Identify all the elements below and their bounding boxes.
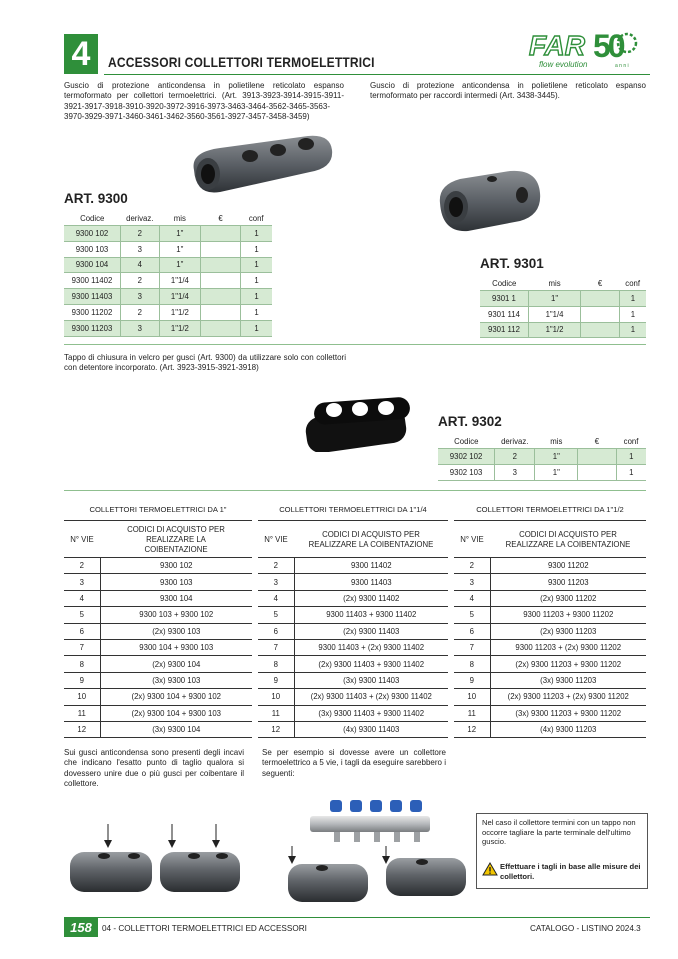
table-row bbox=[258, 639, 448, 655]
cell-codes: 9300 11402 bbox=[294, 558, 448, 574]
example-text: Se per esempio si dovesse avere un collettore termoelettrico a 5 vie, i tagli da eseguire sarebbero i seguenti: bbox=[262, 748, 446, 778]
cell-codes: (2x) 9300 11403 bbox=[294, 623, 448, 639]
cell-conf: 1 bbox=[240, 289, 272, 305]
cell-vie: 4 bbox=[454, 590, 490, 606]
col-price: € bbox=[597, 278, 603, 288]
table-row bbox=[64, 320, 272, 336]
vie-rule bbox=[454, 520, 646, 521]
table-row bbox=[64, 241, 272, 257]
cell-codes: (2x) 9300 11402 bbox=[294, 590, 448, 606]
cell-codice: 9300 11402 bbox=[64, 273, 120, 289]
cell-codes: (2x) 9300 11203 + 9300 11202 bbox=[490, 656, 646, 672]
far-logo bbox=[527, 25, 647, 75]
table-row bbox=[454, 656, 646, 672]
cell-mis: 1" bbox=[159, 257, 201, 273]
vie-table-2 bbox=[258, 523, 448, 738]
cell-codes: (2x) 9300 11403 + (2x) 9300 11402 bbox=[294, 689, 448, 705]
table-row bbox=[64, 721, 252, 737]
col-codici: CODICI DI ACQUISTO PER REALIZZARE LA COIBENTAZIONE bbox=[490, 523, 646, 558]
cell-price bbox=[201, 226, 241, 242]
table-row bbox=[258, 590, 448, 606]
cell-vie: 8 bbox=[64, 656, 100, 672]
cell-derivaz: 2 bbox=[120, 226, 159, 242]
cell-conf: 1 bbox=[240, 257, 272, 273]
page-title: ACCESSORI COLLETTORI TERMOELETTRICI bbox=[108, 54, 375, 70]
cell-codice: 9300 102 bbox=[64, 226, 120, 242]
cell-codice: 9300 11202 bbox=[64, 304, 120, 320]
cell-price bbox=[581, 306, 620, 322]
table-row bbox=[258, 558, 448, 574]
cell-price bbox=[201, 289, 241, 305]
table-row bbox=[454, 607, 646, 623]
table-row bbox=[64, 289, 272, 305]
cell-codes: (3x) 9300 11403 + 9300 11402 bbox=[294, 705, 448, 721]
tappo-text: Tappo di chiusura in velcro per gusci (Art. 9300) da utilizzare solo con collettori con detentore incorporato. (Art. 3923-3915-3921-3918) bbox=[64, 353, 346, 373]
vie-table-1 bbox=[64, 523, 252, 738]
cell-codes: 9300 11403 bbox=[294, 574, 448, 590]
cell-codice: 9302 103 bbox=[438, 464, 495, 480]
cell-codes: (3x) 9300 103 bbox=[100, 672, 252, 688]
cell-vie: 9 bbox=[454, 672, 490, 688]
table-row bbox=[258, 689, 448, 705]
table-row bbox=[438, 464, 646, 480]
intro-right-text: Guscio di protezione anticondensa in polietilene reticolato espanso termoformato per raccordi intermedi (Art. 3438-3445). bbox=[370, 81, 646, 101]
table-row bbox=[64, 273, 272, 289]
cell-codes: (3x) 9300 104 bbox=[100, 721, 252, 737]
cell-derivaz: 3 bbox=[120, 289, 159, 305]
cell-codes: (2x) 9300 11403 + 9300 11402 bbox=[294, 656, 448, 672]
cell-vie: 7 bbox=[64, 639, 100, 655]
cell-codes: 9300 11403 + 9300 11402 bbox=[294, 607, 448, 623]
gusci-cut-illustration bbox=[64, 822, 244, 902]
section-number: 4 bbox=[64, 34, 98, 74]
cell-price bbox=[578, 464, 616, 480]
cell-vie: 3 bbox=[454, 574, 490, 590]
cell-codice: 9300 104 bbox=[64, 257, 120, 273]
cell-price bbox=[581, 291, 620, 307]
table-row bbox=[258, 656, 448, 672]
cell-derivaz: 2 bbox=[120, 304, 159, 320]
vie-table-3-title: COLLETTORI TERMOELETTRICI DA 1"1/2 bbox=[476, 505, 624, 514]
cell-vie: 9 bbox=[64, 672, 100, 688]
art-9300-title: ART. 9300 bbox=[64, 191, 128, 206]
col-codici: CODICI DI ACQUISTO PER REALIZZARE LA COIBENTAZIONE bbox=[100, 523, 252, 558]
cell-mis: 1" bbox=[535, 449, 578, 465]
col-n-vie: N° VIE bbox=[64, 523, 100, 558]
cell-vie: 10 bbox=[258, 689, 294, 705]
vie-rule bbox=[258, 520, 448, 521]
table-row bbox=[454, 623, 646, 639]
cell-codes: 9300 103 + 9300 102 bbox=[100, 607, 252, 623]
col-n-vie: N° VIE bbox=[258, 523, 294, 558]
col-codice: Codice bbox=[80, 213, 105, 223]
cell-conf: 1 bbox=[616, 464, 646, 480]
guscio-9301-image bbox=[430, 163, 550, 238]
cell-vie: 12 bbox=[258, 721, 294, 737]
art-9300-table bbox=[64, 211, 272, 337]
cell-vie: 6 bbox=[64, 623, 100, 639]
table-row bbox=[454, 639, 646, 655]
logo-slogan: flow evolution bbox=[539, 60, 588, 69]
cell-codes: 9300 11403 + (2x) 9300 11402 bbox=[294, 639, 448, 655]
section-separator bbox=[64, 344, 646, 345]
col-derivaz: derivaz. bbox=[501, 436, 529, 446]
cell-conf: 1 bbox=[619, 306, 646, 322]
table-row bbox=[258, 721, 448, 737]
cell-derivaz: 2 bbox=[495, 449, 535, 465]
cell-vie: 9 bbox=[258, 672, 294, 688]
section-separator bbox=[64, 490, 646, 491]
cell-derivaz: 3 bbox=[120, 320, 159, 336]
table-row bbox=[480, 291, 646, 307]
table-row bbox=[64, 607, 252, 623]
cell-codes: (3x) 9300 11403 bbox=[294, 672, 448, 688]
table-row bbox=[64, 672, 252, 688]
cell-codes: (4x) 9300 11203 bbox=[490, 721, 646, 737]
cell-mis: 1"1/4 bbox=[528, 306, 580, 322]
cell-codes: (2x) 9300 11203 + (2x) 9300 11202 bbox=[490, 689, 646, 705]
cell-conf: 1 bbox=[619, 291, 646, 307]
cell-vie: 3 bbox=[258, 574, 294, 590]
cell-mis: 1"1/2 bbox=[159, 320, 201, 336]
logo-number: 50 bbox=[593, 28, 623, 64]
cell-vie: 12 bbox=[454, 721, 490, 737]
cell-codes: 9300 104 + 9300 103 bbox=[100, 639, 252, 655]
cell-vie: 5 bbox=[64, 607, 100, 623]
arrow-down-icon bbox=[168, 824, 176, 848]
cell-vie: 7 bbox=[454, 639, 490, 655]
footer-catalog: CATALOGO - LISTINO 2024.3 bbox=[530, 924, 641, 933]
cell-codes: 9300 104 bbox=[100, 590, 252, 606]
cell-codes: (2x) 9300 103 bbox=[100, 623, 252, 639]
cell-vie: 8 bbox=[454, 656, 490, 672]
footer-rule bbox=[98, 917, 650, 918]
cell-codice: 9302 102 bbox=[438, 449, 495, 465]
cell-mis: 1" bbox=[528, 291, 580, 307]
col-codice: Codice bbox=[454, 436, 479, 446]
cell-price bbox=[581, 322, 620, 338]
cell-conf: 1 bbox=[616, 449, 646, 465]
col-mis: mis bbox=[548, 278, 561, 288]
vie-rule bbox=[64, 520, 252, 521]
cell-mis: 1"1/4 bbox=[159, 273, 201, 289]
col-conf: conf bbox=[623, 436, 639, 446]
col-n-vie: N° VIE bbox=[454, 523, 490, 558]
cell-codes: (2x) 9300 104 + 9300 102 bbox=[100, 689, 252, 705]
cell-price bbox=[201, 320, 241, 336]
cell-codes: (2x) 9300 104 + 9300 103 bbox=[100, 705, 252, 721]
cell-derivaz: 2 bbox=[120, 273, 159, 289]
cell-codice: 9300 103 bbox=[64, 241, 120, 257]
art-9302-table bbox=[438, 434, 646, 481]
col-codici: CODICI DI ACQUISTO PER REALIZZARE LA COIBENTAZIONE bbox=[294, 523, 448, 558]
cell-conf: 1 bbox=[240, 273, 272, 289]
footer-section: 04 - COLLETTORI TERMOELETTRICI ED ACCESSORI bbox=[102, 924, 307, 933]
cell-vie: 2 bbox=[454, 558, 490, 574]
cell-derivaz: 3 bbox=[495, 464, 535, 480]
col-conf: conf bbox=[248, 213, 264, 223]
table-row bbox=[258, 623, 448, 639]
cell-codes: (3x) 9300 11203 bbox=[490, 672, 646, 688]
table-row bbox=[454, 574, 646, 590]
cell-derivaz: 4 bbox=[120, 257, 159, 273]
cell-codes: 9300 102 bbox=[100, 558, 252, 574]
table-row bbox=[64, 226, 272, 242]
cell-conf: 1 bbox=[240, 241, 272, 257]
cell-codice: 9301 114 bbox=[480, 306, 528, 322]
vie-table-3 bbox=[454, 523, 646, 738]
cell-codes: (2x) 9300 11202 bbox=[490, 590, 646, 606]
table-row bbox=[64, 705, 252, 721]
arrow-down-icon bbox=[382, 846, 390, 864]
cell-vie: 7 bbox=[258, 639, 294, 655]
cell-codes: (2x) 9300 11203 bbox=[490, 623, 646, 639]
cell-vie: 4 bbox=[64, 590, 100, 606]
cell-codes: (4x) 9300 11403 bbox=[294, 721, 448, 737]
cell-mis: 1" bbox=[159, 241, 201, 257]
table-row bbox=[480, 322, 646, 338]
vie-table-2-title: COLLETTORI TERMOELETTRICI DA 1"1/4 bbox=[279, 505, 427, 514]
cell-price bbox=[201, 241, 241, 257]
arrow-down-icon bbox=[288, 846, 296, 864]
cell-vie: 10 bbox=[454, 689, 490, 705]
col-mis: mis bbox=[550, 436, 563, 446]
col-price: € bbox=[218, 213, 223, 223]
cell-vie: 5 bbox=[258, 607, 294, 623]
cell-codice: 9300 11403 bbox=[64, 289, 120, 305]
cell-conf: 1 bbox=[240, 304, 272, 320]
table-row bbox=[64, 304, 272, 320]
collettore-5-vie-illustration bbox=[282, 796, 472, 906]
cell-codes: 9300 11202 bbox=[490, 558, 646, 574]
cell-codes: 9300 11203 bbox=[490, 574, 646, 590]
warning-text: Effettuare i tagli in base alle misure dei collettori. bbox=[500, 862, 641, 881]
cell-vie: 4 bbox=[258, 590, 294, 606]
intro-left-text: Guscio di protezione anticondensa in polietilene reticolato espanso termoformato per collettori termoelettrici. (Art. 3913-3923-3914-3915-3911-3921-3917-3918-3910-3920-3972-3916-3973-3463-3464-3562-3465-3563-3970-3929-3971-3460-3461-3462-3560-3561-3927-3457-3458-3459) bbox=[64, 81, 344, 121]
table-row bbox=[480, 306, 646, 322]
cell-mis: 1"1/4 bbox=[159, 289, 201, 305]
vie-table-1-title: COLLETTORI TERMOELETTRICI DA 1" bbox=[89, 505, 227, 514]
cell-price bbox=[201, 304, 241, 320]
cell-codes: 9300 11203 + 9300 11202 bbox=[490, 607, 646, 623]
note-text: Nel caso il collettore termini con un tappo non occorre tagliare la parte terminale dell'ultimo guscio. bbox=[482, 818, 636, 847]
page-number: 158 bbox=[64, 917, 98, 937]
cell-codes: 9300 11203 + (2x) 9300 11202 bbox=[490, 639, 646, 655]
table-row bbox=[64, 574, 252, 590]
art-9302-title: ART. 9302 bbox=[438, 414, 502, 429]
cell-conf: 1 bbox=[240, 320, 272, 336]
col-codice: Codice bbox=[492, 278, 517, 288]
cell-vie: 5 bbox=[454, 607, 490, 623]
arrow-down-icon bbox=[104, 824, 112, 848]
table-row bbox=[64, 590, 252, 606]
col-conf: conf bbox=[625, 278, 641, 288]
table-row bbox=[258, 672, 448, 688]
cell-codice: 9301 112 bbox=[480, 322, 528, 338]
table-row bbox=[258, 705, 448, 721]
cell-vie: 11 bbox=[454, 705, 490, 721]
cell-codice: 9301 1 bbox=[480, 291, 528, 307]
cell-codes: 9300 103 bbox=[100, 574, 252, 590]
table-row bbox=[64, 623, 252, 639]
table-row bbox=[454, 590, 646, 606]
table-row bbox=[454, 705, 646, 721]
cell-price bbox=[201, 257, 241, 273]
table-row bbox=[438, 449, 646, 465]
cell-vie: 12 bbox=[64, 721, 100, 737]
cell-vie: 10 bbox=[64, 689, 100, 705]
table-row bbox=[64, 639, 252, 655]
cell-codes: (2x) 9300 104 bbox=[100, 656, 252, 672]
cell-codes: (3x) 9300 11203 + 9300 11202 bbox=[490, 705, 646, 721]
cell-vie: 11 bbox=[64, 705, 100, 721]
table-row bbox=[454, 721, 646, 737]
cell-mis: 1" bbox=[535, 464, 578, 480]
cell-mis: 1" bbox=[159, 226, 201, 242]
guscio-9300-image bbox=[180, 130, 340, 200]
col-derivaz: derivaz. bbox=[126, 213, 154, 223]
cell-mis: 1"1/2 bbox=[528, 322, 580, 338]
cell-derivaz: 3 bbox=[120, 241, 159, 257]
cell-price bbox=[578, 449, 616, 465]
cell-vie: 6 bbox=[454, 623, 490, 639]
cell-vie: 3 bbox=[64, 574, 100, 590]
table-row bbox=[64, 689, 252, 705]
cell-vie: 11 bbox=[258, 705, 294, 721]
logo-far-text: FAR bbox=[529, 30, 585, 61]
table-row bbox=[64, 558, 252, 574]
col-mis: mis bbox=[173, 213, 186, 223]
cell-conf: 1 bbox=[619, 322, 646, 338]
cell-conf: 1 bbox=[240, 226, 272, 242]
arrow-down-icon bbox=[212, 824, 220, 848]
cell-price bbox=[201, 273, 241, 289]
cell-mis: 1"1/2 bbox=[159, 304, 201, 320]
warning-icon bbox=[482, 862, 498, 876]
table-row bbox=[454, 689, 646, 705]
table-row bbox=[454, 672, 646, 688]
cell-codice: 9300 11203 bbox=[64, 320, 120, 336]
table-row bbox=[64, 257, 272, 273]
table-row bbox=[258, 607, 448, 623]
cell-vie: 2 bbox=[258, 558, 294, 574]
table-row bbox=[454, 558, 646, 574]
cell-vie: 6 bbox=[258, 623, 294, 639]
cell-vie: 2 bbox=[64, 558, 100, 574]
table-row bbox=[258, 574, 448, 590]
cell-vie: 8 bbox=[258, 656, 294, 672]
table-row bbox=[64, 656, 252, 672]
incavi-text: Sui gusci anticondensa sono presenti degli incavi che indicano l'esatto punto di taglio qualora si dovessero unire due o più gusci per coibentare il collettore. bbox=[64, 748, 244, 788]
art-9301-title: ART. 9301 bbox=[480, 256, 544, 271]
art-9301-table bbox=[480, 276, 646, 338]
tappo-velcro-image bbox=[300, 394, 412, 452]
logo-anni: a n n i bbox=[615, 63, 629, 69]
col-price: € bbox=[594, 436, 600, 446]
